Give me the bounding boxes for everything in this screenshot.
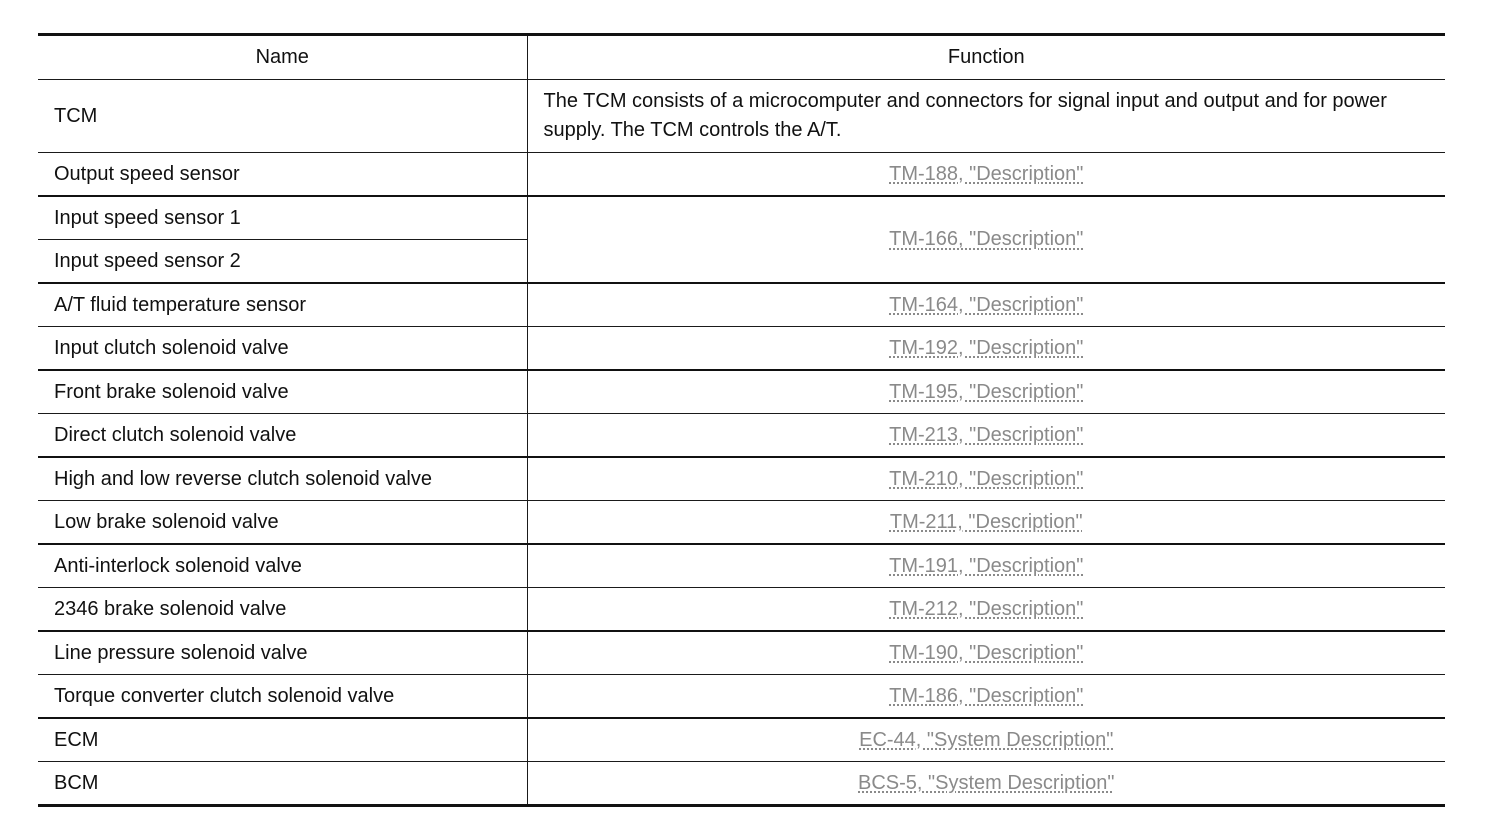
- reference-link[interactable]: TM-188, "Description": [889, 162, 1084, 185]
- component-name: Low brake solenoid valve: [38, 501, 527, 545]
- table-row-line-pressure-solenoid: [38, 631, 1445, 675]
- table-row-2346-brake-solenoid: [38, 588, 1445, 632]
- reference-link[interactable]: TM-191, "Description": [889, 554, 1084, 577]
- reference-link[interactable]: TM-213, "Description": [889, 423, 1084, 446]
- reference-link[interactable]: TM-190, "Description": [889, 641, 1084, 664]
- reference-link[interactable]: TM-166, "Description": [889, 228, 1084, 250]
- table-row-direct-clutch-solenoid: [38, 414, 1445, 458]
- reference-link[interactable]: TM-212, "Description": [889, 597, 1084, 620]
- reference-link[interactable]: TM-211, "Description": [889, 510, 1083, 533]
- component-name: A/T fluid temperature sensor: [38, 283, 527, 327]
- component-name: ECM: [38, 718, 527, 762]
- table-row-front-brake-solenoid: [38, 370, 1445, 414]
- header-row: [38, 35, 1445, 80]
- table-row-torque-converter-solenoid: [38, 675, 1445, 719]
- component-name: Line pressure solenoid valve: [38, 631, 527, 675]
- component-name: Direct clutch solenoid valve: [38, 414, 527, 458]
- table-row-input-clutch-solenoid: [38, 327, 1445, 371]
- component-name: TCM: [38, 80, 527, 153]
- component-name: Torque converter clutch solenoid valve: [38, 675, 527, 719]
- table-row-ecm: [38, 718, 1445, 762]
- reference-link[interactable]: TM-192, "Description": [889, 336, 1084, 359]
- reference-link[interactable]: TM-186, "Description": [889, 684, 1084, 707]
- component-name: Input clutch solenoid valve: [38, 327, 527, 371]
- table-row-output-speed-sensor: [38, 153, 1445, 197]
- component-function-text: The TCM consists of a microcomputer and connectors for signal input and output and for power supply. The TCM controls the A/T.: [527, 80, 1445, 153]
- component-name: High and low reverse clutch solenoid valve: [38, 457, 527, 501]
- reference-link[interactable]: BCS-5, "System Description": [858, 771, 1115, 794]
- component-function-table: [38, 33, 1445, 807]
- reference-link[interactable]: TM-195, "Description": [889, 380, 1084, 403]
- function-column-header: Function: [527, 35, 1445, 80]
- name-column-header: Name: [38, 35, 527, 80]
- component-name: Anti-interlock solenoid valve: [38, 544, 527, 588]
- component-name: Input speed sensor 1: [38, 196, 527, 240]
- table-row-anti-interlock-solenoid: [38, 544, 1445, 588]
- reference-link[interactable]: EC-44, "System Description": [859, 728, 1114, 751]
- table-row-tcm: [38, 80, 1445, 153]
- component-name: Front brake solenoid valve: [38, 370, 527, 414]
- table-row-fluid-temperature-sensor: [38, 283, 1445, 327]
- table-row-input-speed-sensor-1: [38, 196, 1445, 240]
- table-row-high-low-reverse-solenoid: [38, 457, 1445, 501]
- component-name: Output speed sensor: [38, 153, 527, 197]
- reference-link[interactable]: TM-164, "Description": [889, 293, 1084, 316]
- reference-link[interactable]: TM-210, "Description": [889, 467, 1084, 490]
- component-name: BCM: [38, 762, 527, 806]
- component-name: Input speed sensor 2: [38, 240, 527, 284]
- table-row-bcm: [38, 762, 1445, 806]
- table-row-low-brake-solenoid: [38, 501, 1445, 545]
- component-name: 2346 brake solenoid valve: [38, 588, 527, 632]
